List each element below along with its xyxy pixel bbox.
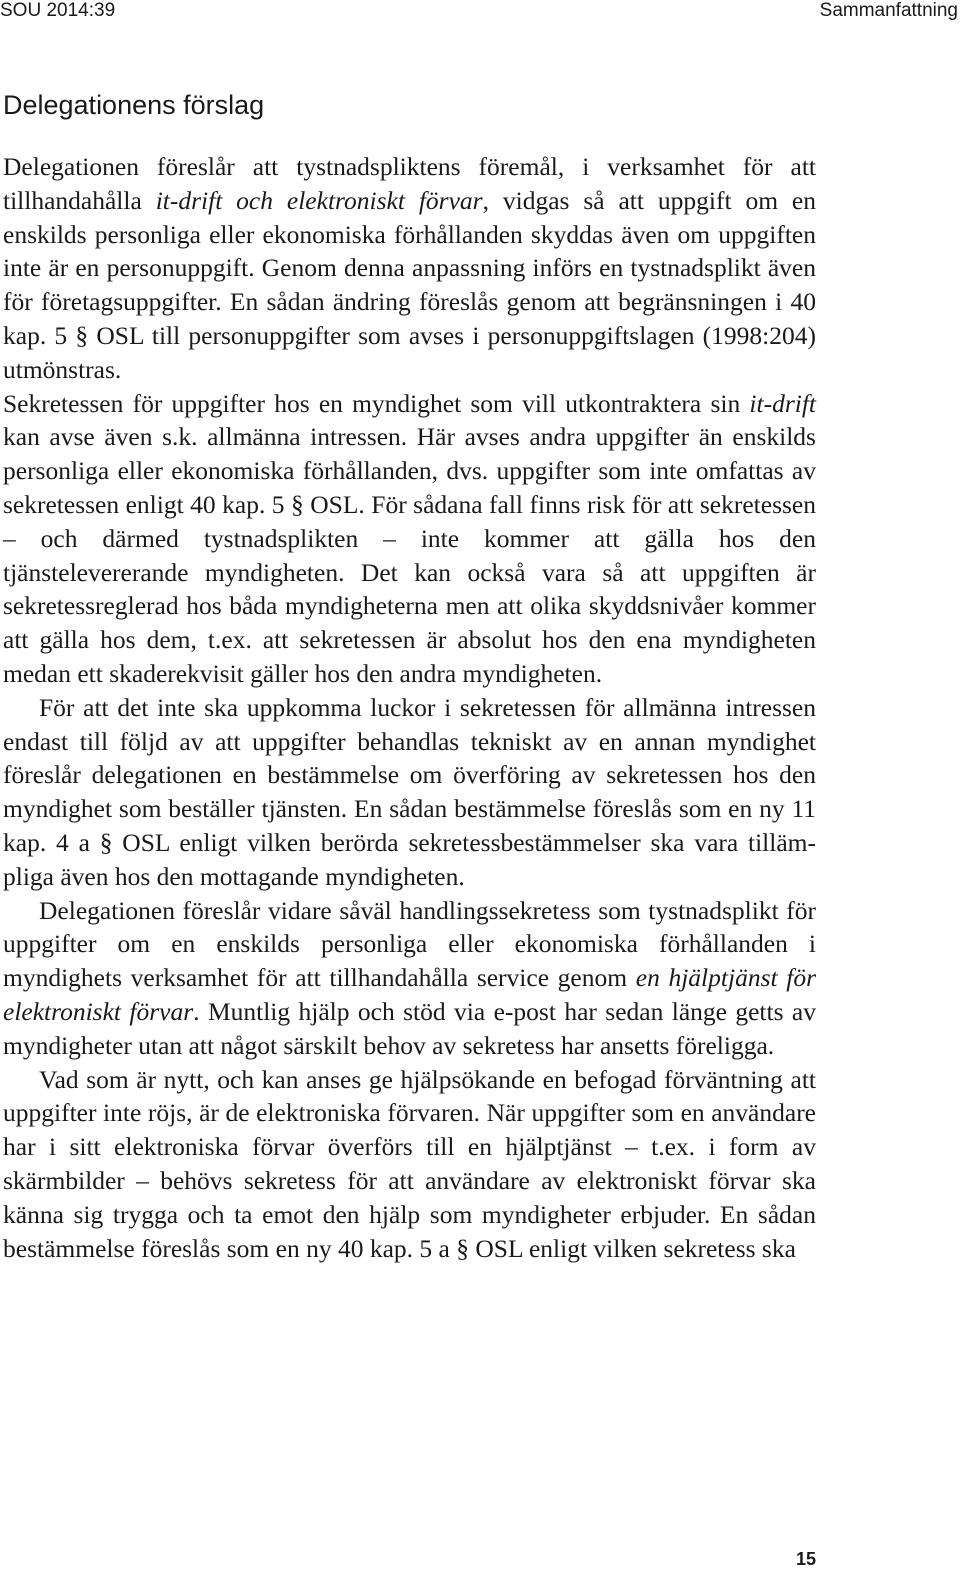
paragraph-2 bbox=[3, 387, 816, 691]
paragraph-4-italic-term: en hjälptjänst för elektroniskt förvar bbox=[3, 963, 816, 1026]
paragraph-1-text-1: Delegationen föreslår att tystnadspliktens föremål, i verksamhet för att tillhandahålla bbox=[3, 152, 816, 215]
paragraph-5 bbox=[3, 1063, 816, 1266]
paragraph-2-text-1: Sekretessen för uppgifter hos en myndighet som vill utkontraktera sin bbox=[3, 388, 750, 418]
paragraph-1-italic-term: it-drift och elektroniskt förvar bbox=[155, 185, 483, 215]
running-header-left: SOU 2014:39 bbox=[0, 0, 116, 21]
paragraph-3 bbox=[3, 691, 816, 894]
paragraph-3-text-1: För att det inte ska uppkomma luckor i sekretessen för allmänna intressen endast till följd av att uppgifter behandlas tekniskt av en annan myndighet föreslår delegationen en bestämmelse om överföring av sekretessen hos den myndighet som beställer tjänsten. En sådan bestämmelse föreslås som en ny 11 kap. 4 a § OSL enligt vilken berörda sekretessbestämmelser ska vara tillämpliga även hos den mottagande myndigheten. bbox=[3, 692, 816, 891]
body-text bbox=[3, 150, 816, 1265]
paragraph-4-text-1: Delegationen föreslår vidare såväl handlingssekretess som tystnadsplikt för uppgifter om en enskilds personliga eller ekonomiska förhållanden i myndighets verksamhet för att tillhandahålla service genom bbox=[3, 895, 816, 993]
paragraph-4 bbox=[3, 894, 816, 1063]
paragraph-1 bbox=[3, 150, 816, 387]
paragraph-2-italic-term: it-drift bbox=[749, 388, 816, 418]
paragraph-2-text-2: kan avse även s.k. allmänna intressen. Här avses andra uppgifter än enskilds personliga eller ekonomiska förhållanden, dvs. uppgifter som inte omfattas av sekretessen enligt 40 kap. 5 § OSL. För sådana fall finns risk för att sekretessen – och därmed tystnadsplikten – inte kommer att gälla hos den tjänstelevererande myndigheten. Det kan också vara så att uppgiften är sekretessreglerad hos båda myndigheterna men att olika skyddsnivåer kommer att gälla hos dem, t.ex. att sekretessen är absolut hos den ena myndigheten medan ett skaderekvisit gäller hos den andra myndigheten. bbox=[3, 422, 816, 688]
page-number: 15 bbox=[795, 1549, 816, 1569]
running-header-right: Sammanfattning bbox=[819, 0, 958, 21]
paragraph-5-text-1: Vad som är nytt, och kan anses ge hjälpsökande en befogad förväntning att uppgifter inte röjs, är de elektroniska förvaren. När uppgifter som en användare har i sitt elektroniska förvar överförs till en hjälptjänst – t.ex. i form av skärmbilder – behövs sekretess för att användare av elektroniskt förvar ska känna sig trygga och ta emot den hjälp som myndigheter erbjuder. En sådan bestämmelse föreslås som en ny 40 kap. 5 a § OSL enligt vilken sekretess ska bbox=[3, 1064, 816, 1263]
paragraph-4-text-2: . Muntlig hjälp och stöd via e-post har sedan länge getts av myndigheter utan att något särskilt behov av sekretess har ansetts föreligga. bbox=[3, 996, 816, 1060]
section-heading: Delegationens förslag bbox=[3, 90, 265, 120]
paragraph-1-text-2: , vidgas så att uppgift om en enskilds personliga eller ekonomiska förhållanden skyddas även om uppgiften inte är en personuppgift. Genom denna anpassning införs en tystnadsplikt även för företagsuppgifter. En sådan ändring föreslås genom att begränsningen i 40 kap. 5 § OSL till personuppgifter som avses i personuppgiftslagen (1998:204) utmönstras. bbox=[3, 185, 817, 384]
